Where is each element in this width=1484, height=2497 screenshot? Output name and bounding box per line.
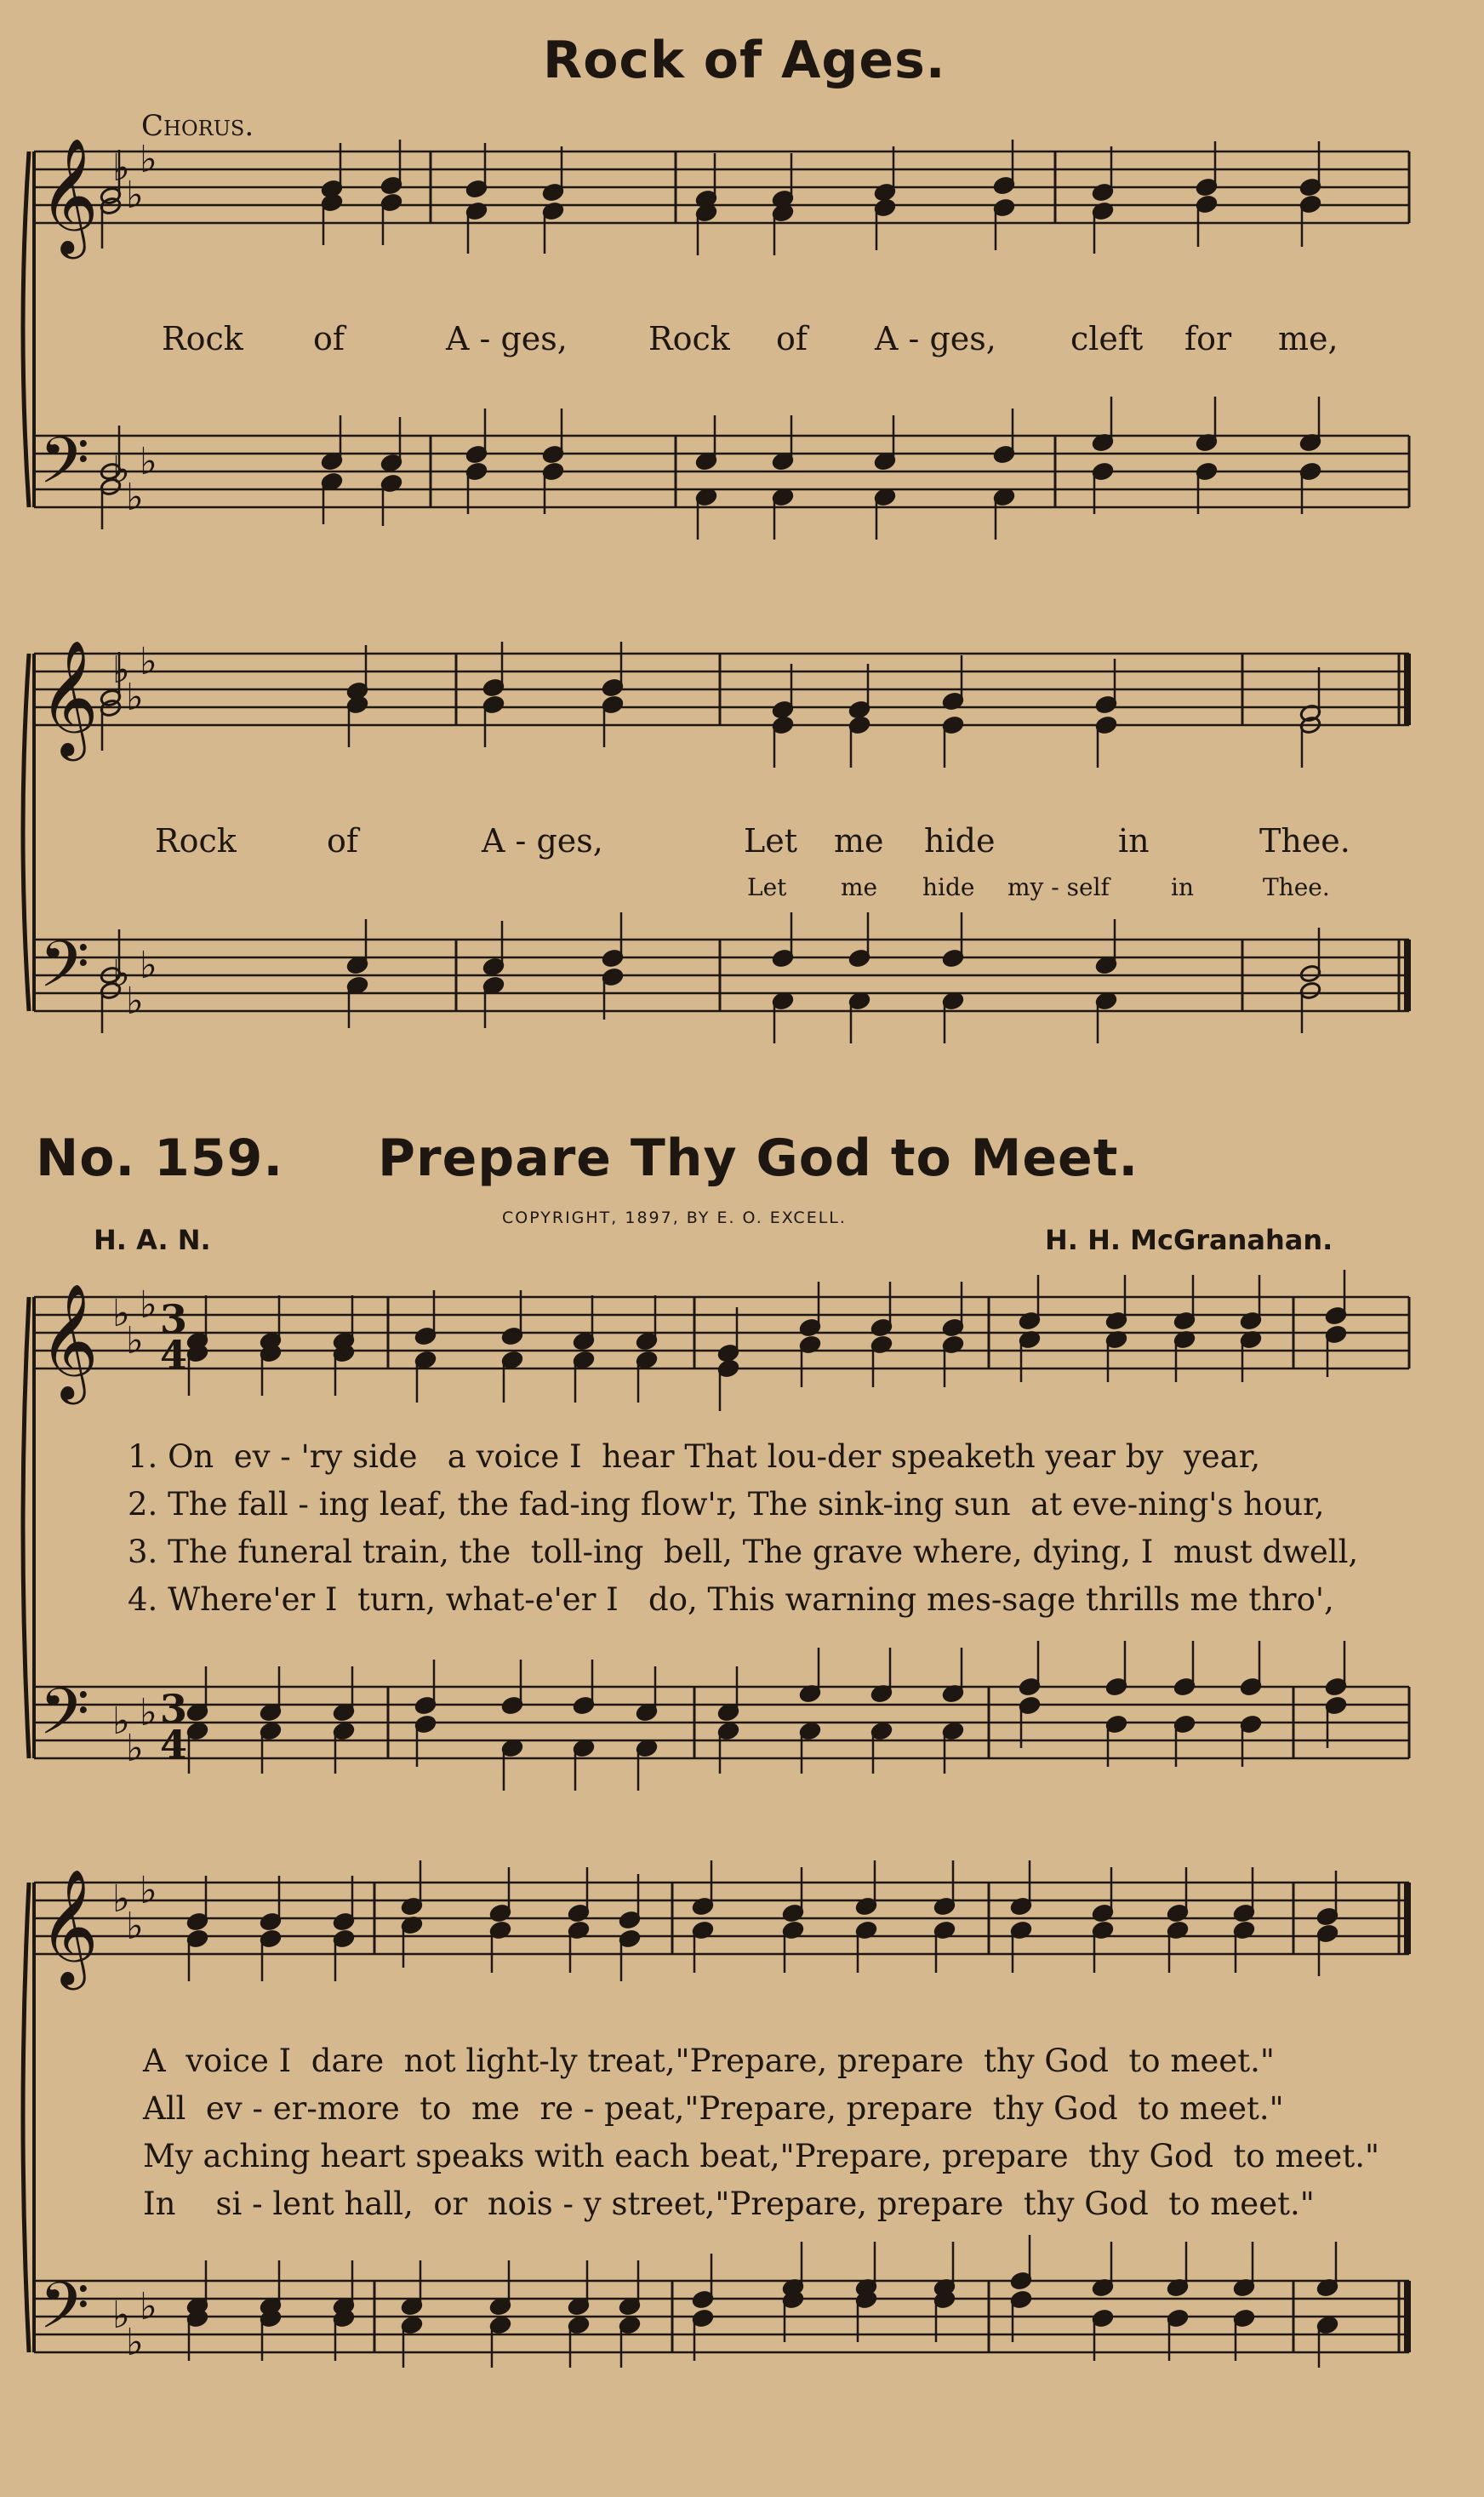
lyric-word: A - ges, — [482, 822, 603, 860]
flat-sign-icon: ♭ — [126, 1727, 144, 1770]
system-brace — [23, 654, 29, 1011]
treble-clef-icon: 𝄞 — [39, 136, 99, 254]
lyric-word: Thee. — [1263, 873, 1330, 901]
verse-line: 1. On ev - 'ry side a voice I hear That lou-der speaketh year by year, — [128, 1438, 1261, 1475]
flat-sign-icon: ♭ — [140, 2285, 157, 2328]
lyric-word: hide — [924, 822, 996, 860]
lyric-word: me — [841, 873, 878, 901]
lyric-word: of — [327, 822, 358, 860]
verse-line: All ev - er-more to me re - peat,"Prepare, prepare thy God to meet." — [143, 2090, 1284, 2127]
system-brace — [23, 151, 29, 507]
lyric-word: of — [313, 320, 345, 357]
time-signature-bottom: 4 — [160, 1332, 188, 1378]
flat-sign-icon: ♭ — [140, 944, 157, 987]
verse-line: 2. The fall - ing leaf, the fad-ing flow'r, The sink-ing sun at eve-ning's hour, — [128, 1486, 1325, 1523]
flat-sign-icon: ♭ — [140, 1283, 157, 1327]
lyric-word: me, — [1278, 320, 1338, 357]
bass-clef-icon: 𝄢 — [39, 1674, 90, 1765]
flat-sign-icon: ♭ — [126, 2321, 144, 2364]
flat-sign-icon: ♭ — [126, 676, 144, 719]
lyric-word: in — [1171, 873, 1194, 901]
flat-sign-icon: ♭ — [140, 640, 157, 683]
verse-line: 4. Where'er I turn, what-e'er I do, This warning mes-sage thrills me thro', — [128, 1581, 1334, 1618]
lyric-word: Rock — [155, 822, 237, 860]
flat-sign-icon: ♭ — [140, 1691, 157, 1734]
time-signature-top: 3 — [160, 1296, 188, 1342]
lyric-word: in — [1118, 822, 1150, 860]
flat-sign-icon: ♭ — [112, 1292, 130, 1335]
lyric-word: Let — [747, 873, 787, 901]
flat-sign-icon: ♭ — [112, 649, 130, 692]
hymn-number: No. 159. — [36, 1129, 284, 1188]
lyric-word: of — [776, 320, 808, 357]
flat-sign-icon: ♭ — [112, 2294, 130, 2337]
verse-line: My aching heart speaks with each beat,"Prepare, prepare thy God to meet." — [143, 2138, 1379, 2174]
treble-clef-icon: 𝄞 — [39, 1282, 99, 1399]
flat-sign-icon: ♭ — [126, 1905, 144, 1948]
hymn-title-rock-of-ages: Rock of Ages. — [543, 31, 946, 90]
lyric-word: me — [834, 822, 884, 860]
lyric-word: hide — [922, 873, 975, 901]
flat-sign-icon: ♭ — [126, 980, 144, 1023]
lyric-word: cleft — [1070, 320, 1144, 357]
flat-sign-icon: ♭ — [140, 138, 157, 181]
flat-sign-icon: ♭ — [126, 174, 144, 217]
flat-sign-icon: ♭ — [140, 440, 157, 483]
lyric-word: Rock — [648, 320, 730, 357]
flat-sign-icon: ♭ — [126, 476, 144, 519]
time-signature-bottom: 4 — [160, 1722, 188, 1768]
lyric-word: A - ges, — [446, 320, 568, 357]
bass-clef-icon: 𝄢 — [39, 423, 90, 514]
flat-sign-icon: ♭ — [112, 449, 130, 492]
flat-sign-icon: ♭ — [112, 1700, 130, 1743]
treble-clef-icon: 𝄞 — [39, 1867, 99, 1985]
verse-line: In si - lent hall, or nois - y street,"Prepare, prepare thy God to meet." — [143, 2186, 1315, 2222]
lyric-word: Thee. — [1259, 822, 1350, 860]
time-signature-top: 3 — [160, 1686, 188, 1732]
treble-clef-icon: 𝄞 — [39, 638, 99, 756]
flat-sign-icon: ♭ — [112, 952, 130, 996]
words-credit: H. A. N. — [94, 1224, 211, 1256]
lyric-word: Rock — [162, 320, 243, 357]
music-credit: H. H. McGranahan. — [1045, 1224, 1333, 1256]
bass-clef-icon: 𝄢 — [39, 927, 90, 1018]
flat-sign-icon: ♭ — [112, 1877, 130, 1921]
copyright-notice: COPYRIGHT, 1897, BY E. O. EXCELL. — [502, 1209, 847, 1227]
lyric-word: for — [1184, 320, 1232, 357]
hymn-title-prepare: Prepare Thy God to Meet. — [378, 1129, 1139, 1188]
verse-line: A voice I dare not light-ly treat,"Prepare, prepare thy God to meet." — [143, 2043, 1275, 2079]
lyric-word: Let — [744, 822, 797, 860]
chorus-label: Chorus. — [141, 109, 254, 143]
lyric-word: my - self — [1007, 873, 1110, 901]
verse-line: 3. The funeral train, the toll-ing bell, The grave where, dying, I must dwell, — [128, 1534, 1359, 1570]
system-brace — [23, 1297, 29, 1758]
bass-clef-icon: 𝄢 — [39, 2268, 90, 2359]
system-brace — [23, 1883, 29, 2352]
flat-sign-icon: ♭ — [112, 146, 130, 190]
flat-sign-icon: ♭ — [140, 1869, 157, 1912]
lyric-word: A - ges, — [875, 320, 996, 357]
flat-sign-icon: ♭ — [126, 1319, 144, 1363]
